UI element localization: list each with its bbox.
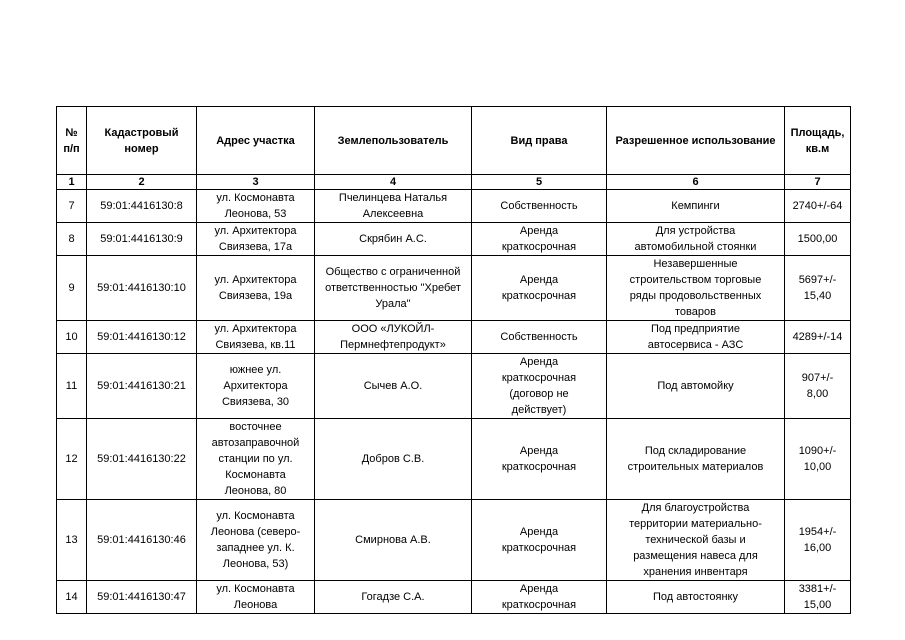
land-plots-table: [56, 106, 851, 614]
plot-area: 4289+/-14: [785, 321, 851, 354]
plot-area: 1090+/- 10,00: [785, 419, 851, 500]
table-row: [57, 256, 851, 321]
permitted-use: Незавершенные строительством торговые ряды продовольственных товаров: [607, 256, 785, 321]
column-numbers-row: [57, 175, 851, 190]
plot-address: ул. Космонавта Леонова (северо- западнее ул. К. Леонова, 53): [197, 500, 315, 581]
right-type: Собственность: [472, 321, 607, 354]
permitted-use: Под автомойку: [607, 354, 785, 419]
row-number: 14: [57, 581, 87, 614]
plot-area: 3381+/- 15,00: [785, 581, 851, 614]
header-cadastral-number: Кадастровый номер: [87, 107, 197, 175]
header-permitted-use: Разрешенное использование: [607, 107, 785, 175]
column-number: 4: [315, 175, 472, 190]
plot-area: 1500,00: [785, 223, 851, 256]
column-number: 7: [785, 175, 851, 190]
plot-address: южнее ул. Архитектора Свиязева, 30: [197, 354, 315, 419]
land-user: ООО «ЛУКОЙЛ- Пермнефтепродукт»: [315, 321, 472, 354]
plot-area: 5697+/- 15,40: [785, 256, 851, 321]
cadastral-number: 59:01:4416130:12: [87, 321, 197, 354]
permitted-use: Под складирование строительных материалов: [607, 419, 785, 500]
column-number: 6: [607, 175, 785, 190]
plot-area: 907+/- 8,00: [785, 354, 851, 419]
row-number: 10: [57, 321, 87, 354]
header-address: Адрес участка: [197, 107, 315, 175]
right-type: Аренда краткосрочная: [472, 223, 607, 256]
right-type: Аренда краткосрочная: [472, 256, 607, 321]
permitted-use: Под автостоянку: [607, 581, 785, 614]
land-user: Скрябин А.С.: [315, 223, 472, 256]
land-user: Добров С.В.: [315, 419, 472, 500]
permitted-use: Под предприятие автосервиса - АЗС: [607, 321, 785, 354]
column-number: 1: [57, 175, 87, 190]
right-type: Аренда краткосрочная: [472, 581, 607, 614]
permitted-use: Для устройства автомобильной стоянки: [607, 223, 785, 256]
cadastral-number: 59:01:4416130:10: [87, 256, 197, 321]
land-user: Сычев А.О.: [315, 354, 472, 419]
right-type: Собственность: [472, 190, 607, 223]
column-number: 3: [197, 175, 315, 190]
permitted-use: Для благоустройства территории материально- технической базы и размещения навеса для хранения инвентаря: [607, 500, 785, 581]
header-land-user: Землепользователь: [315, 107, 472, 175]
row-number: 8: [57, 223, 87, 256]
land-user: Пчелинцева Наталья Алексеевна: [315, 190, 472, 223]
plot-address: восточнее автозаправочной станции по ул. Космонавта Леонова, 80: [197, 419, 315, 500]
cadastral-number: 59:01:4416130:22: [87, 419, 197, 500]
table-header-row: [57, 107, 851, 175]
column-number: 2: [87, 175, 197, 190]
header-area: Площадь, кв.м: [785, 107, 851, 175]
row-number: 7: [57, 190, 87, 223]
land-user: Смирнова А.В.: [315, 500, 472, 581]
table-row: [57, 581, 851, 614]
table-row: [57, 419, 851, 500]
row-number: 9: [57, 256, 87, 321]
row-number: 13: [57, 500, 87, 581]
plot-area: 2740+/-64: [785, 190, 851, 223]
column-number: 5: [472, 175, 607, 190]
right-type: Аренда краткосрочная: [472, 500, 607, 581]
right-type: Аренда краткосрочная (договор не действует): [472, 354, 607, 419]
right-type: Аренда краткосрочная: [472, 419, 607, 500]
plot-address: ул. Космонавта Леонова, 53: [197, 190, 315, 223]
table-row: [57, 354, 851, 419]
cadastral-number: 59:01:4416130:46: [87, 500, 197, 581]
cadastral-number: 59:01:4416130:47: [87, 581, 197, 614]
plot-address: ул. Космонавта Леонова: [197, 581, 315, 614]
plot-address: ул. Архитектора Свиязева, 17а: [197, 223, 315, 256]
table-row: [57, 190, 851, 223]
permitted-use: Кемпинги: [607, 190, 785, 223]
table-row: [57, 321, 851, 354]
cadastral-number: 59:01:4416130:8: [87, 190, 197, 223]
table-row: [57, 223, 851, 256]
cadastral-number: 59:01:4416130:9: [87, 223, 197, 256]
table-row: [57, 500, 851, 581]
header-number: № п/п: [57, 107, 87, 175]
header-right-type: Вид права: [472, 107, 607, 175]
plot-address: ул. Архитектора Свиязева, кв.11: [197, 321, 315, 354]
plot-address: ул. Архитектора Свиязева, 19а: [197, 256, 315, 321]
row-number: 11: [57, 354, 87, 419]
cadastral-number: 59:01:4416130:21: [87, 354, 197, 419]
land-user: Общество с ограниченной ответственностью "Хребет Урала": [315, 256, 472, 321]
land-user: Гогадзе С.А.: [315, 581, 472, 614]
plot-area: 1954+/- 16,00: [785, 500, 851, 581]
row-number: 12: [57, 419, 87, 500]
